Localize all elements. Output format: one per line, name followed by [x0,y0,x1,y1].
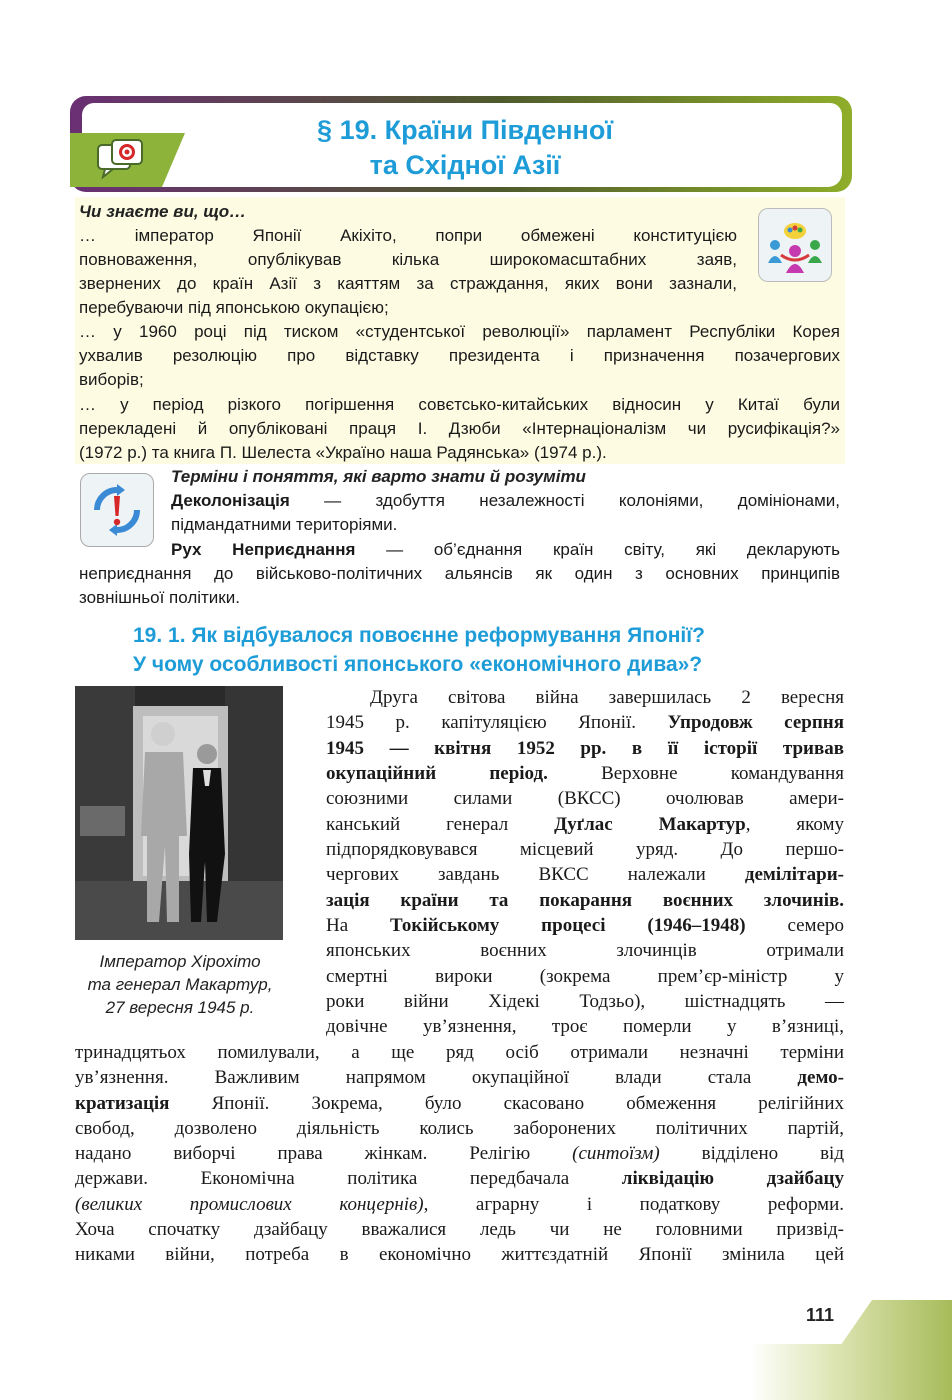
body-text: Верховне командування [547,763,844,784]
body-bold-text: Упродовж серпня [667,712,845,733]
term-non-aligned: Рух Неприєднання [171,540,356,559]
term-non-aligned-definition: — об’єднання країн світу, які декларують [355,540,841,559]
body-bold-text: демілітари- [744,864,844,885]
body-italic-text: (великих промислових концернів) [75,1194,424,1215]
term-non-aligned-line-2: неприєднання до військово-політичних альянсів як один з основних принципів [79,564,840,583]
body-line-6 [326,812,844,837]
photo-illustration [75,686,283,940]
page-number: 111 [805,1305,835,1325]
body-text: ув’язнення. Важливим напрямом окупаційної влади стала [75,1067,798,1088]
body-bold-text: Токійському процесі (1946–1948) [390,915,746,936]
know-line-9: перекладені й опубліковані праця І. Дзюби «Інтернаціоналізм чи русифікація?» [79,419,840,438]
title-line-2: та Східної Азії [369,150,561,180]
body-line-20 [75,1166,844,1191]
photo-caption [70,950,290,1019]
body-line-5: союзними силами (ВКСС) очолював амери- [326,788,844,809]
body-bold-text: демо- [797,1067,844,1088]
body-bold-text: Дуґлас Макартур [554,814,746,835]
know-line-3: звернених до країн Азії з каяттям за страждання, яких вони зазнали, [79,274,737,293]
body-text: канський генерал [326,814,555,835]
term-non-aligned-line-3: зовнішньої політики. [79,588,240,607]
body-text: , якому [745,814,844,835]
body-text: держави. Економічна політика передбачала [75,1168,622,1189]
photo-caption-line-1: Імператор Хірохіто [99,952,261,971]
body-line-17 [75,1091,844,1116]
body-text: , аграрну і податкову реформи. [423,1194,844,1215]
know-line-8: … у період різкого погіршення совєтсько-китайських відносин у Китаї були [79,395,840,414]
body-line-23: никами війни, потреба в економічно життєздатній Японії змінила цей [75,1244,844,1265]
know-line-1: … імператор Японії Акіхіто, попри обмежені конституцією [79,226,737,245]
body-text: 1945 р. капітуляцією Японії. [326,712,668,733]
body-line-12: смертні вироки (зокрема прем’єр-міністр у [326,966,844,987]
body-line-7: підпорядковувався місцевий уряд. До першо- [326,839,844,860]
historical-photo [75,686,283,940]
know-line-4: перебуваючи під японською окупацією; [79,298,389,317]
people-group-icon-frame [758,208,832,282]
page-title [170,113,760,183]
body-text: Японії. Зокрема, було скасовано обмеження релігійних [169,1093,844,1114]
body-line-13: роки війни Хідекі Тодзьо), шістнадцять — [326,991,844,1012]
body-line-21 [75,1192,844,1217]
people-group-icon [759,209,831,281]
did-you-know-heading: Чи знаєте ви, що… [79,202,247,221]
photo-caption-line-3: 27 вересня 1945 р. [105,998,255,1017]
body-line-2 [326,710,844,735]
terms-heading: Терміни і поняття, які варто знати й розуміти [171,467,586,486]
exclamation-icon [81,474,153,546]
section-heading-line-1: 19. 1. Як відбувалося повоєнне реформування Японії? [133,624,705,647]
photo-caption-line-2: та генерал Макартур, [87,975,273,994]
term-non-aligned-line-1 [171,538,840,562]
body-bold-text: окупаційний період. [326,763,548,784]
body-line-4 [326,761,844,786]
title-line-1: § 19. Країни Південної [317,115,613,145]
body-line-1: Друга світова війна завершилась 2 вересня [370,687,844,708]
chat-target-icon [95,137,145,181]
exclamation-icon-frame [80,473,154,547]
term-decolonization-line-2: підмандатними територіями. [171,515,398,534]
body-line-3: 1945 — квітня 1952 рр. в її історії тривав [326,738,844,759]
term-decolonization-line-1 [171,489,840,513]
section-heading [133,621,833,679]
body-line-18: свобод, дозволено діяльність колись заборонених політичних партій, [75,1118,844,1139]
know-line-6: ухвалив резолюцію про відставку президента і призначення позачергових [79,346,840,365]
body-text: надано виборчі права жінкам. Релігію [75,1143,573,1164]
body-line-9: зація країни та покарання воєнних злочинів. [326,890,844,911]
section-heading-line-2: У чому особливості японського «економічного дива»? [133,653,703,676]
body-italic-text: (синтоїзм) [572,1143,660,1164]
body-text: відділено від [659,1143,844,1164]
body-text: чергових завдань ВКСС належали [326,864,745,885]
know-line-2: повноваження, опублікував кілька широкомасштабних заяв, [79,250,737,269]
body-bold-text: кратизація [75,1093,170,1114]
know-line-10: (1972 р.) та книга П. Шелеста «Україно наша Радянська» (1974 р.). [79,443,607,462]
body-line-10 [326,913,844,938]
body-line-16 [75,1065,844,1090]
body-bold-text: ліквідацію дзайбацу [621,1168,845,1189]
term-decolonization-definition: — здобуття незалежності колоніями, домініонами, [289,491,840,510]
body-line-11: японських воєнних злочинців отримали [326,940,844,961]
know-line-5: … у 1960 році під тиском «студентської революції» парламент Республіки Корея [79,322,840,341]
know-line-7: виборів; [79,370,144,389]
body-text: семеро [745,915,844,936]
body-line-15: тринадцятьох помилували, а ще ряд осіб отримали незначні терміни [75,1042,844,1063]
body-line-8 [326,862,844,887]
body-text: На [326,915,391,936]
term-decolonization: Деколонізація [171,491,290,510]
body-line-22: Хоча спочатку дзайбацу вважалися ледь чи не головними призвід- [75,1219,844,1240]
body-line-14: довічне ув’язнення, троє померли у в’язниці, [326,1016,844,1037]
body-line-19 [75,1141,844,1166]
